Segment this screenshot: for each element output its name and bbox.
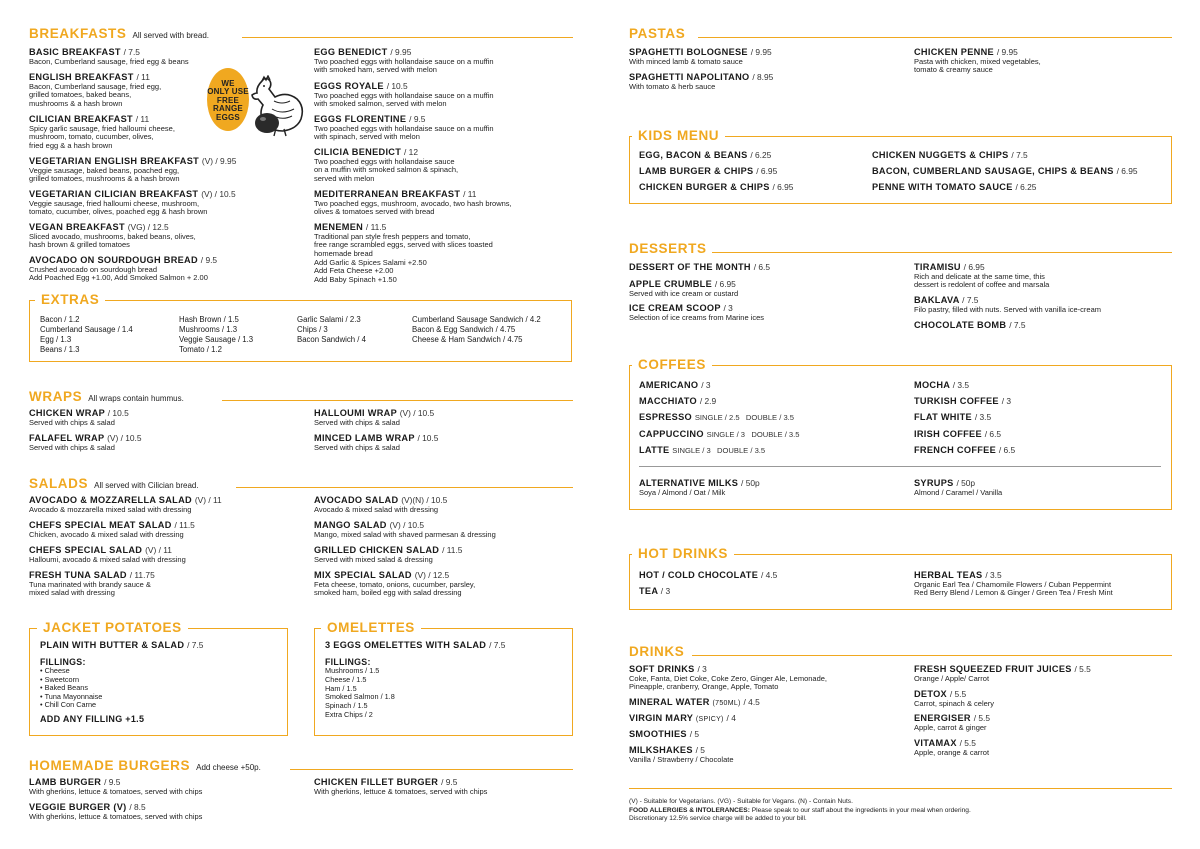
wraps-rule (222, 400, 573, 401)
menu-item: CHOCOLATE BOMB / 7.5 (914, 320, 1026, 330)
menu-item: CHICKEN NUGGETS & CHIPS / 7.5 (872, 150, 1028, 160)
menu-item: MINCED LAMB WRAP / 10.5 Served with chips & salad (314, 433, 439, 452)
extras-col-3: Garlic Salami / 2.3 Chips / 3 Bacon Sandwich / 4 (297, 315, 366, 344)
menu-item: CHICKEN BURGER & CHIPS / 6.95 (639, 182, 794, 192)
menu-item: BACON, CUMBERLAND SAUSAGE, CHIPS & BEANS / 6.95 (872, 166, 1138, 176)
menu-item: GRILLED CHICKEN SALAD / 11.5 Served with mixed salad & dressing (314, 545, 463, 564)
menu-item: ICE CREAM SCOOP / 3 Selection of ice creams from Marine ices (629, 303, 765, 322)
menu-item: CHICKEN PENNE / 9.95 Pasta with chicken, mixed vegetables, tomato & creamy sauce (914, 47, 1041, 75)
breakfasts-note: All served with bread. (132, 31, 209, 40)
menu-item: TIRAMISU / 6.95 Rich and delicate at the same time, this dessert is redolent of coffee and marsala (914, 262, 1050, 290)
menu-item: CHEFS SPECIAL SALAD (V) / 11 Halloumi, avocado & mixed salad with dressing (29, 545, 186, 564)
extras-col-2: Hash Brown / 1.5 Mushrooms / 1.3 Veggie Sausage / 1.3 Tomato / 1.2 (179, 315, 254, 354)
menu-item: MOCHA / 3.5 (914, 380, 970, 390)
burgers-title: HOMEMADE BURGERS Add cheese +50p. (29, 758, 261, 773)
menu-item: DESSERT OF THE MONTH / 6.5 (629, 262, 771, 272)
burgers-rule (290, 769, 573, 770)
menu-item: MENEMEN / 11.5 Traditional pan style fresh peppers and tomato, free range scrambled eggs, served with slices toasted homemade bread Add Garlic & Spices Salami +2.50 Add Feta Cheese +2.00 Add Baby Spinach +1.50 (314, 222, 493, 284)
menu-item: EGG BENEDICT / 9.95 Two poached eggs with hollandaise sauce on a muffin with smoked ham, served with melon (314, 47, 494, 75)
coffees-title: COFFEES (632, 358, 712, 372)
menu-item: LATTE SINGLE / 3 DOUBLE / 3.5 (639, 445, 766, 455)
menu-item: DETOX / 5.5 Carrot, spinach & celery (914, 689, 995, 708)
menu-item: SPAGHETTI BOLOGNESE / 9.95 With minced lamb & tomato sauce (629, 47, 772, 66)
menu-item: SPAGHETTI NAPOLITANO / 8.95 With tomato & herb sauce (629, 72, 774, 91)
menu-item: MEDITERRANEAN BREAKFAST / 11 Two poached eggs, mushroom, avocado, two hash browns, olives & tomatoes served with bread (314, 189, 512, 217)
footer-notes: (V) - Suitable for Vegetarians. (VG) - Suitable for Vegans. (N) - Contain Nuts. FOOD ALLERGIES & INTOLERANCES: Please speak to our staff about the ingredients in your meal when ordering. Discretionary 12.5% service charge will be added to your bill. (629, 798, 971, 823)
menu-item: CILICIAN BREAKFAST / 11 Spicy garlic sausage, fried halloumi cheese, mushroom, tomato, cucumber, olives, fried egg & a hash brown (29, 114, 175, 150)
menu-item: VEGETARIAN CILICIAN BREAKFAST (V) / 10.5 Veggie sausage, fried halloumi cheese, mushroom, tomato, cucumber, olives, poached egg & hash brown (29, 189, 236, 217)
salads-note: All served with Cilician bread. (94, 481, 199, 490)
extras-title: EXTRAS (35, 293, 105, 307)
menu-item: AVOCADO ON SOURDOUGH BREAD / 9.5 Crushed avocado on sourdough bread Add Poached Egg +1.00, Add Smoked Salmon + 2.00 (29, 255, 218, 283)
menu-item: ENERGISER / 5.5 Apple, carrot & ginger (914, 713, 990, 732)
menu-item: EGG, BACON & BEANS / 6.25 (639, 150, 772, 160)
omelette-fillings-label: FILLINGS: (325, 657, 371, 667)
drinks-title: DRINKS (629, 644, 685, 659)
desserts-rule (712, 252, 1172, 253)
coffees-divider (639, 466, 1161, 467)
menu-item: FALAFEL WRAP (V) / 10.5 Served with chips & salad (29, 433, 142, 452)
hot-drinks-title: HOT DRINKS (632, 547, 734, 561)
menu-item: LAMB BURGER / 9.5 With gherkins, lettuce & tomatoes, served with chips (29, 777, 203, 796)
menu-item: APPLE CRUMBLE / 6.95 Served with ice cream or custard (629, 279, 739, 298)
menu-item: HALLOUMI WRAP (V) / 10.5 Served with chips & salad (314, 408, 435, 427)
menu-item: BASIC BREAKFAST / 7.5 Bacon, Cumberland sausage, fried egg & beans (29, 47, 189, 66)
menu-item: HOT / COLD CHOCOLATE / 4.5 (639, 570, 778, 580)
extras-col-1: Bacon / 1.2 Cumberland Sausage / 1.4 Egg / 1.3 Beans / 1.3 (40, 315, 133, 354)
menu-item: TURKISH COFFEE / 3 (914, 396, 1012, 406)
drinks-rule (692, 655, 1172, 656)
menu-item: VITAMAX / 5.5 Apple, orange & carrot (914, 738, 990, 757)
menu-item: FRESH SQUEEZED FRUIT JUICES / 5.5 Orange / Apple/ Carrot (914, 664, 1091, 683)
breakfasts-rule (242, 37, 573, 38)
menu-item: ESPRESSO SINGLE / 2.5 DOUBLE / 3.5 (639, 412, 794, 422)
menu-item: VEGETARIAN ENGLISH BREAKFAST (V) / 9.95 Veggie sausage, baked beans, poached egg, grilled tomatoes, mushrooms & a hash brown (29, 156, 237, 184)
menu-item: VEGAN BREAKFAST (VG) / 12.5 Sliced avocado, mushrooms, baked beans, olives, hash brown & grilled tomatoes (29, 222, 196, 250)
menu-item: MILKSHAKES / 5 Vanilla / Strawberry / Chocolate (629, 745, 734, 764)
menu-item: SYRUPS / 50p Almond / Caramel / Vanilla (914, 478, 1003, 497)
menu-item: EGGS FLORENTINE / 9.5 Two poached eggs with hollandaise sauce on a muffin with spinach, served with melon (314, 114, 494, 142)
menu-item: FRENCH COFFEE / 6.5 (914, 445, 1016, 455)
wraps-title: WRAPS All wraps contain hummus. (29, 389, 184, 404)
omelette-main-item: 3 EGGS OMELETTES WITH SALAD / 7.5 (325, 640, 506, 650)
menu-item: MINERAL WATER (750ML) / 4.5 (629, 697, 760, 707)
menu-item: VIRGIN MARY (SPICY) / 4 (629, 713, 736, 723)
footer-rule (629, 788, 1172, 789)
menu-item: AVOCADO & MOZZARELLA SALAD (V) / 11 Avocado & mozzarella mixed salad with dressing (29, 495, 222, 514)
menu-item: CHICKEN WRAP / 10.5 Served with chips & salad (29, 408, 129, 427)
menu-item: MANGO SALAD (V) / 10.5 Mango, mixed salad with shaved parmesan & dressing (314, 520, 496, 539)
menu-item: AVOCADO SALAD (V)(N) / 10.5 Avocado & mixed salad with dressing (314, 495, 448, 514)
salads-title: SALADS All served with Cilician bread. (29, 476, 199, 491)
jacket-main-item: PLAIN WITH BUTTER & SALAD / 7.5 (40, 640, 204, 650)
menu-item: VEGGIE BURGER (V) / 8.5 With gherkins, lettuce & tomatoes, served with chips (29, 802, 203, 821)
menu-item: SMOOTHIES / 5 (629, 729, 700, 739)
wraps-note: All wraps contain hummus. (88, 394, 184, 403)
menu-item: SOFT DRINKS / 3 Coke, Fanta, Diet Coke, Coke Zero, Ginger Ale, Lemonade, Pineapple, cranberry, Orange, Apple, Tomato (629, 664, 828, 692)
menu-item: CHICKEN FILLET BURGER / 9.5 With gherkins, lettuce & tomatoes, served with chips (314, 777, 488, 796)
burgers-note: Add cheese +50p. (196, 763, 261, 772)
menu-item: BAKLAVA / 7.5 Filo pastry, filled with nuts. Served with vanilla ice-cream (914, 295, 1102, 314)
jacket-fillings-label: FILLINGS: (40, 657, 86, 667)
free-range-eggs-badge: WE ONLY USE FREE RANGE EGGS (207, 68, 249, 131)
menu-item: CAPPUCCINO SINGLE / 3 DOUBLE / 3.5 (639, 429, 800, 439)
menu-item: IRISH COFFEE / 6.5 (914, 429, 1002, 439)
menu-item: MACCHIATO / 2.9 (639, 396, 717, 406)
menu-item: FRESH TUNA SALAD / 11.75 Tuna marinated with brandy sauce & mixed salad with dressing (29, 570, 155, 598)
menu-item: TEA / 3 (639, 586, 671, 596)
menu-item: FLAT WHITE / 3.5 (914, 412, 992, 422)
kids-menu-title: KIDS MENU (632, 129, 725, 143)
salads-rule (236, 487, 573, 488)
omelettes-title: OMELETTES (321, 621, 421, 635)
omelette-fillings-list: Mushrooms / 1.5 Cheese / 1.5 Ham / 1.5 Smoked Salmon / 1.8 Spinach / 1.5 Extra Chips / 2 (325, 666, 395, 719)
menu-item: AMERICANO / 3 (639, 380, 711, 390)
extras-col-4: Cumberland Sausage Sandwich / 4.2 Bacon & Egg Sandwich / 4.75 Cheese & Ham Sandwich / 4.75 (412, 315, 541, 344)
breakfasts-title: BREAKFASTS All served with bread. (29, 26, 209, 41)
pastas-rule (698, 37, 1172, 38)
menu-item: ALTERNATIVE MILKS / 50p Soya / Almond / Oat / Milk (639, 478, 760, 497)
menu-item: ENGLISH BREAKFAST / 11 Bacon, Cumberland sausage, fried egg, grilled tomatoes, baked beans, mushrooms & a hash brown (29, 72, 162, 108)
menu-item: PENNE WITH TOMATO SAUCE / 6.25 (872, 182, 1037, 192)
pastas-title: PASTAS (629, 26, 686, 41)
jacket-fillings-list: • Cheese • Sweetcorn • Baked Beans • Tuna Mayonnaise • Chill Con Carne (40, 667, 102, 710)
menu-item: CHEFS SPECIAL MEAT SALAD / 11.5 Chicken, avocado & mixed salad with dressing (29, 520, 195, 539)
jacket-add-filling: ADD ANY FILLING +1.5 (40, 714, 145, 724)
menu-item: CILICIA BENEDICT / 12 Two poached eggs with hollandaise sauce on a muffin with smoked salmon & spinach, served with melon (314, 147, 459, 183)
egg-icon (254, 112, 280, 134)
menu-item: LAMB BURGER & CHIPS / 6.95 (639, 166, 778, 176)
menu-item: HERBAL TEAS / 3.5 Organic Earl Tea / Chamomile Flowers / Cuban Peppermint Red Berry Blend / Lemon & Ginger / Green Tea / Fresh Mint (914, 570, 1113, 598)
desserts-title: DESSERTS (629, 241, 707, 256)
menu-item: EGGS ROYALE / 10.5 Two poached eggs with hollandaise sauce on a muffin with smoked salmon, served with melon (314, 81, 494, 109)
menu-item: MIX SPECIAL SALAD (V) / 12.5 Feta cheese, tomato, onions, cucumber, parsley, smoked ham, boiled egg with salad dressing (314, 570, 476, 598)
jacket-potatoes-title: JACKET POTATOES (37, 621, 188, 635)
